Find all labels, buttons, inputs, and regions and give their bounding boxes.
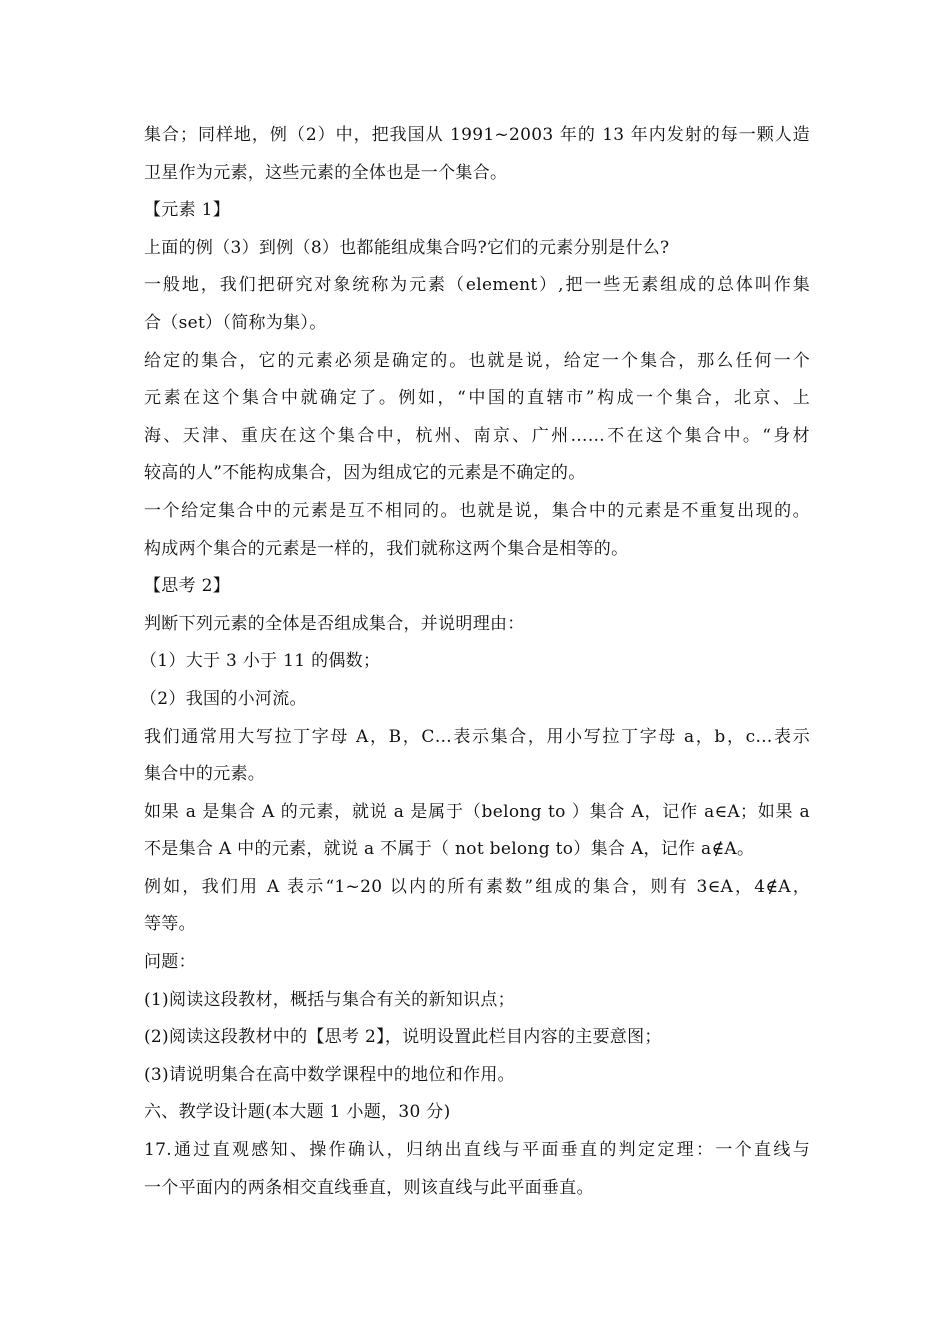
question-item: (3)请说明集合在高中数学课程中的地位和作用。	[144, 1064, 515, 1085]
text-line: 我们通常用大写拉丁字母 A，B，C…表示集合，用小写拉丁字母 a，b，c…表示	[144, 726, 810, 747]
text-line: 海、天津、重庆在这个集合中，杭州、南京、广州……不在这个集合中。“身材	[144, 425, 810, 446]
text-line: 例如，我们用 A 表示“1~20 以内的所有素数”组成的集合，则有 3∈A，4∉A，	[144, 876, 810, 897]
document-body	[140, 117, 810, 1207]
question-item: (1)阅读这段教材，概括与集合有关的新知识点；	[144, 989, 515, 1010]
text-line: 较高的人”不能构成集合，因为组成它的元素是不确定的。	[144, 463, 586, 484]
text-line: 给定的集合，它的元素必须是确定的。也就是说，给定一个集合，那么任何一个	[144, 350, 810, 371]
text-line: 集合；同样地，例（2）中，把我国从 1991~2003 年的 13 年内发射的每一颗人造	[144, 125, 810, 145]
section-heading: 【元素 1】	[144, 200, 231, 221]
section-heading: 【思考 2】	[144, 576, 231, 597]
text-line: 17.通过直观感知、操作确认，归纳出直线与平面垂直的判定定理：一个直线与	[144, 1140, 810, 1161]
text-line: 一个平面内的两条相交直线垂直，则该直线与此平面垂直。	[144, 1177, 594, 1198]
text-line: 构成两个集合的元素是一样的，我们就称这两个集合是相等的。	[144, 538, 629, 559]
list-item: （2）我国的小河流。	[140, 688, 307, 709]
text-line: 合（set）（简称为集）。	[144, 312, 327, 333]
section-heading: 六、教学设计题(本大题 1 小题，30 分)	[144, 1102, 451, 1123]
question-item: (2)阅读这段教材中的【思考 2】，说明设置此栏目内容的主要意图；	[144, 1027, 662, 1048]
text-line: 等等。	[144, 914, 196, 935]
text-line: 判断下列元素的全体是否组成集合，并说明理由：	[144, 613, 525, 634]
list-item: （1）大于 3 小于 11 的偶数；	[140, 651, 381, 672]
text-line: 上面的例（3）到例（8）也都能组成集合吗?它们的元素分别是什么?	[144, 237, 670, 258]
text-line: 不是集合 A 中的元素，就说 a 不属于（ not belong to）集合 A，记作 a∉A。	[144, 839, 755, 860]
questions-label: 问题：	[144, 952, 196, 973]
text-line: 元素在这个集合中就确定了。例如，“中国的直辖市”构成一个集合，北京、上	[144, 388, 810, 409]
text-line: 一般地，我们把研究对象统称为元素（element）,把一些无素组成的总体叫作集	[144, 275, 810, 296]
text-line: 集合中的元素。	[144, 764, 266, 785]
text-line: 一个给定集合中的元素是互不相同的。也就是说，集合中的元素是不重复出现的。	[144, 500, 810, 521]
text-line: 如果 a 是集合 A 的元素，就说 a 是属于（belong to ）集合 A，记作 a∈A；如果 a	[144, 801, 810, 822]
text-line: 卫星作为元素，这些元素的全体也是一个集合。	[144, 162, 508, 183]
